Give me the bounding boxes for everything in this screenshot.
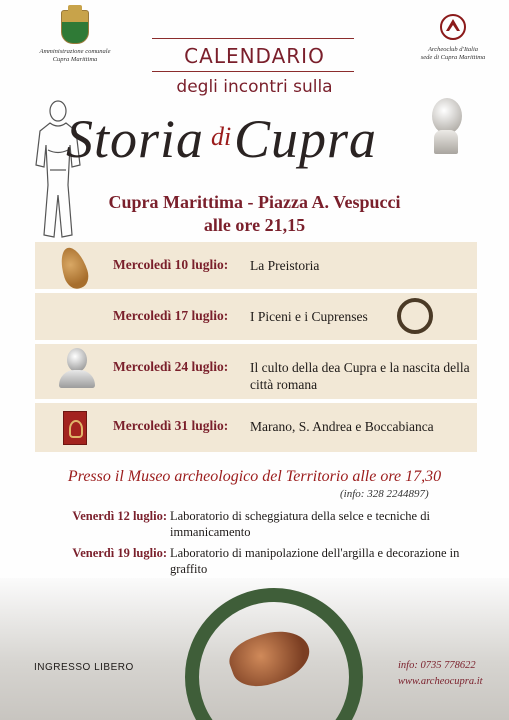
marble-bust-icon	[420, 98, 475, 158]
schedule-row	[35, 293, 477, 340]
municipality-caption-line2: Cupra Marittima	[52, 56, 98, 63]
schedule-list	[35, 242, 477, 452]
title-di: di	[211, 122, 232, 151]
lab-text: Laboratorio di manipolazione dell'argilla e decorazione in graffito	[170, 546, 460, 576]
title-storia: Storia	[66, 109, 205, 169]
title-calendario: CALENDARIO	[184, 44, 325, 68]
title-cupra: Cupra	[234, 109, 378, 169]
contact-website[interactable]: www.archeocupra.it	[398, 676, 483, 687]
lab-date: Venerdì 12 luglio:	[72, 509, 167, 523]
schedule-topic: I Piceni e i Cuprenses	[250, 309, 368, 324]
event-time: alle ore 21,15	[203, 215, 306, 235]
marble-bust-icon	[59, 348, 95, 388]
schedule-row	[35, 403, 477, 452]
schedule-date: Mercoledì 10 luglio:	[113, 257, 229, 272]
footer-artifact-image	[0, 578, 509, 720]
contact-phone: info: 0735 778622	[398, 660, 476, 671]
museum-info-phone: (info: 328 2244897)	[340, 488, 429, 500]
title-rule-middle	[152, 71, 354, 72]
title-rule-top	[152, 38, 354, 39]
event-location: Cupra Marittima - Piazza A. Vespucci	[108, 192, 401, 212]
schedule-topic: Il culto della dea Cupra e la nascita della città romana	[250, 360, 470, 392]
archeoclub-caption-line1: Archeoclub d'Italia	[427, 46, 479, 53]
lab-date: Venerdì 19 luglio:	[72, 546, 167, 560]
schedule-topic: La Preistoria	[250, 258, 320, 273]
municipality-caption-line1: Amministrazione comunale	[39, 48, 111, 55]
schedule-topic: Marano, S. Andrea e Boccabianca	[250, 419, 434, 434]
archeoclub-caption-line2: sede di Cupra Marittima	[420, 54, 486, 61]
schedule-date: Mercoledì 31 luglio:	[113, 418, 229, 433]
title-subtitle: degli incontri sulla	[176, 77, 333, 97]
fibula-icon	[63, 411, 87, 445]
schedule-date: Mercoledì 24 luglio:	[113, 359, 229, 374]
coat-of-arms-icon	[61, 10, 89, 44]
flint-tool-icon	[56, 244, 92, 291]
schedule-row	[35, 344, 477, 399]
schedule-row	[35, 242, 477, 289]
free-entry-label: INGRESSO LIBERO	[34, 662, 134, 673]
bronze-ring-icon	[397, 298, 433, 334]
lab-text: Laboratorio di scheggiatura della selce e tecniche di immanicamento	[170, 509, 430, 539]
archeoclub-emblem-icon	[440, 14, 466, 40]
schedule-date: Mercoledì 17 luglio:	[113, 308, 229, 323]
museum-heading: Presso il Museo archeologico del Territorio alle ore 17,30	[67, 468, 442, 485]
